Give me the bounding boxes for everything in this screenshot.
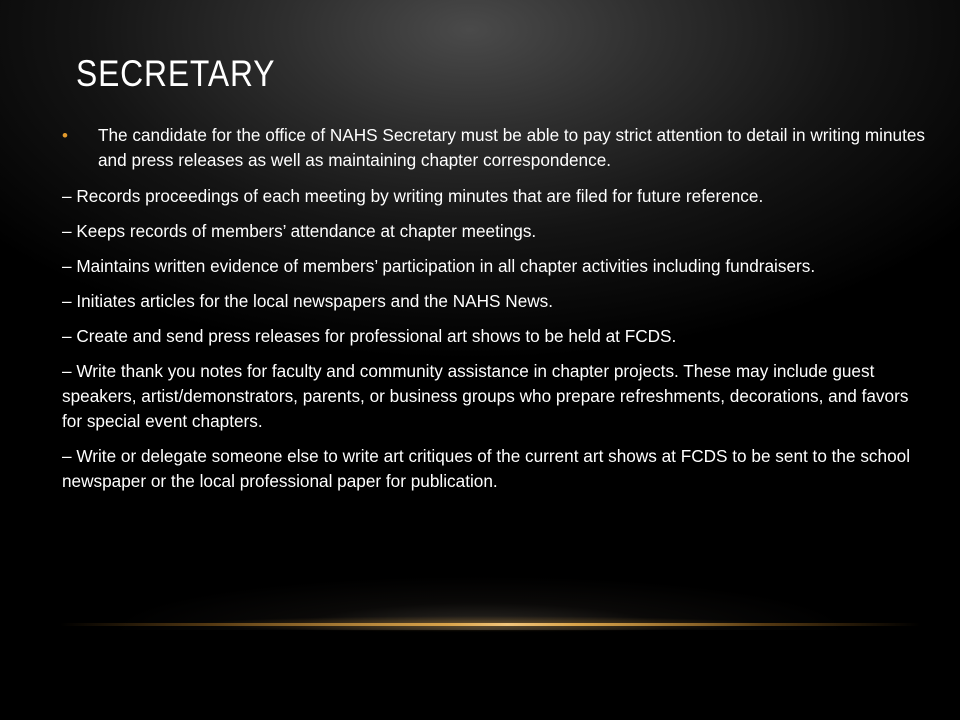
list-item: – Records proceedings of each meeting by writing minutes that are filed for future reference.: [62, 186, 764, 206]
list-item: – Create and send press releases for professional art shows to be held at FCDS.: [62, 326, 677, 346]
bullet-dot-icon: •: [62, 126, 68, 145]
lead-bullet-text: The candidate for the office of NAHS Secretary must be able to pay strict attention to detail in writing minutes and press releases as well as maintaining chapter correspondence.: [98, 125, 926, 170]
lead-bullet: [62, 123, 932, 173]
slide-title: SECRETARY: [76, 53, 276, 94]
list-item: – Write thank you notes for faculty and community assistance in chapter projects. These may include guest speakers, artist/demonstrators, parents, or business groups who prepare refreshments, decorations, and favors for special event chapters.: [62, 361, 909, 431]
list-item: – Keeps records of members’ attendance at chapter meetings.: [62, 221, 537, 241]
list-item: – Initiates articles for the local newspapers and the NAHS News.: [62, 291, 554, 311]
gold-accent-line: [60, 623, 920, 626]
list-item: – Maintains written evidence of members’ participation in all chapter activities including fundraisers.: [62, 256, 816, 276]
slide-body: [62, 123, 932, 504]
list-item: – Write or delegate someone else to write art critiques of the current art shows at FCDS to be sent to the school newspaper or the local professional paper for publication.: [62, 446, 911, 491]
